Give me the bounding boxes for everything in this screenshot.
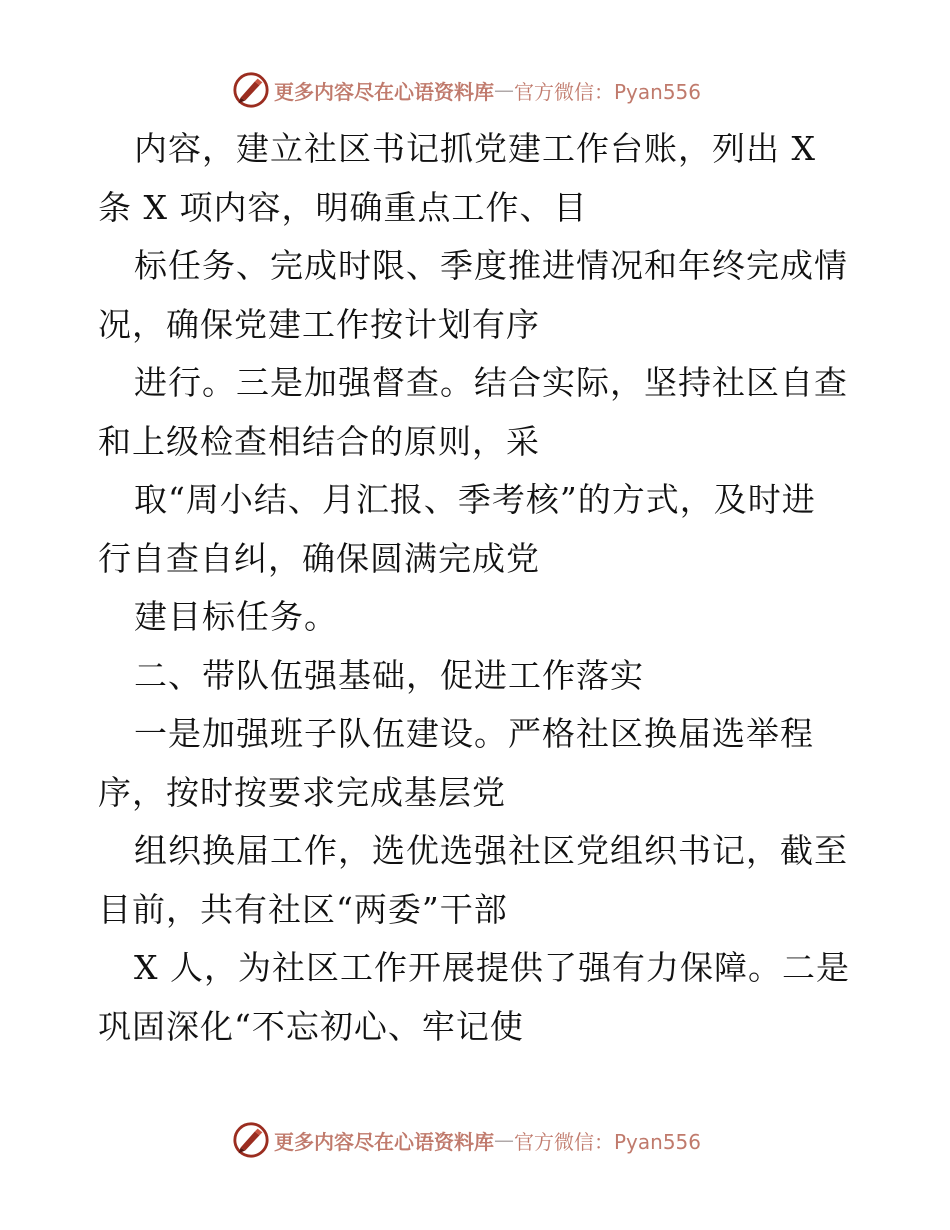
document-body	[98, 120, 858, 1056]
footer-watermark-banner	[232, 1120, 701, 1160]
header-watermark-banner	[232, 70, 701, 110]
body-line: 行自查自纠，确保圆满完成党	[98, 538, 540, 578]
body-line: 组织换届工作，选优选强社区党组织书记，截至	[134, 831, 848, 870]
watermark-brand-text: 更多内容尽在心语资料库	[274, 79, 494, 104]
body-line: 目前，共有社区“两委”干部	[98, 889, 508, 929]
body-line: X 人，为社区工作开展提供了强有力保障。二是	[134, 948, 850, 987]
body-line: 标任务、完成时限、季度推进情况和年终完成情	[134, 246, 848, 285]
watermark-separator: —	[494, 78, 514, 102]
watermark-brand-text: 更多内容尽在心语资料库	[274, 1129, 494, 1154]
section-heading: 二、带队伍强基础，促进工作落实	[134, 655, 644, 695]
body-line: 序，按时按要求完成基层党	[98, 772, 506, 812]
body-line: 巩固深化“不忘初心、牢记使	[98, 1006, 524, 1046]
body-line: 进行。三是加强督查。结合实际，坚持社区自查	[134, 363, 848, 402]
watermark-separator: —	[494, 1128, 514, 1152]
body-line: 内容，建立社区书记抓党建工作台账，列出 X	[134, 129, 816, 168]
pen-seal-icon	[232, 71, 270, 109]
pen-seal-icon	[232, 1121, 270, 1159]
body-line: 一是加强班子队伍建设。严格社区换届选举程	[134, 714, 814, 753]
watermark-contact-text: 官方微信：Pyan556	[514, 1129, 702, 1154]
body-line: 取“周小结、月汇报、季考核”的方式，及时进	[134, 480, 816, 519]
body-line: 建目标任务。	[134, 597, 338, 636]
body-line: 和上级检查相结合的原则，采	[98, 421, 540, 461]
watermark-contact-text: 官方微信：Pyan556	[514, 79, 702, 104]
body-line: 条 X 项内容，明确重点工作、目	[98, 187, 588, 227]
body-line: 况，确保党建工作按计划有序	[98, 304, 540, 344]
